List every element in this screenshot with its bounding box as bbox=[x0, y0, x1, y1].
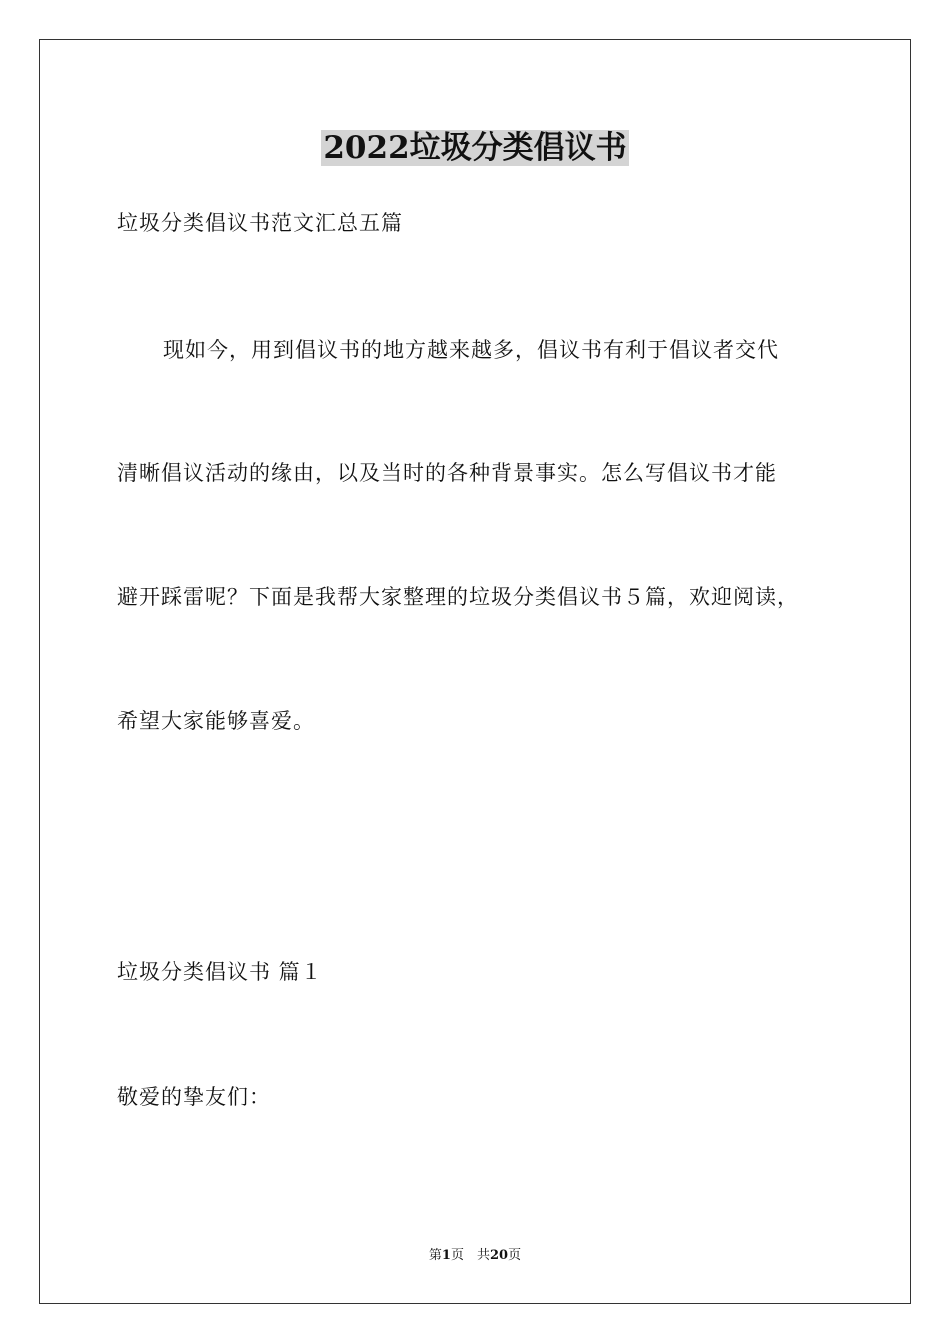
footer-suffix: 页 bbox=[508, 1248, 522, 1263]
document-title-text: 2022垃圾分类倡议书 bbox=[323, 130, 627, 166]
intro-line-1: 现如今，用到倡议书的地方越来越多，倡议书有利于倡议者交代 bbox=[163, 338, 779, 362]
document-subtitle: 垃圾分类倡议书范文汇总五篇 bbox=[117, 211, 403, 235]
footer-page-total: 20 bbox=[489, 1248, 509, 1263]
page-footer bbox=[0, 1247, 950, 1265]
intro-line-4: 希望大家能够喜爱。 bbox=[117, 709, 315, 733]
intro-line-2: 清晰倡议活动的缘由，以及当时的各种背景事实。怎么写倡议书才能 bbox=[117, 461, 777, 485]
section-heading: 垃圾分类倡议书 篇１ bbox=[117, 960, 323, 984]
salutation: 敬爱的挚友们： bbox=[117, 1085, 271, 1109]
footer-prefix: 第 bbox=[428, 1248, 442, 1263]
footer-page-number: 1 bbox=[441, 1248, 451, 1263]
footer-mid: 页 共 bbox=[450, 1248, 490, 1263]
document-title bbox=[0, 128, 950, 168]
intro-line-3: 避开踩雷呢？下面是我帮大家整理的垃圾分类倡议书５篇，欢迎阅读， bbox=[117, 585, 799, 609]
